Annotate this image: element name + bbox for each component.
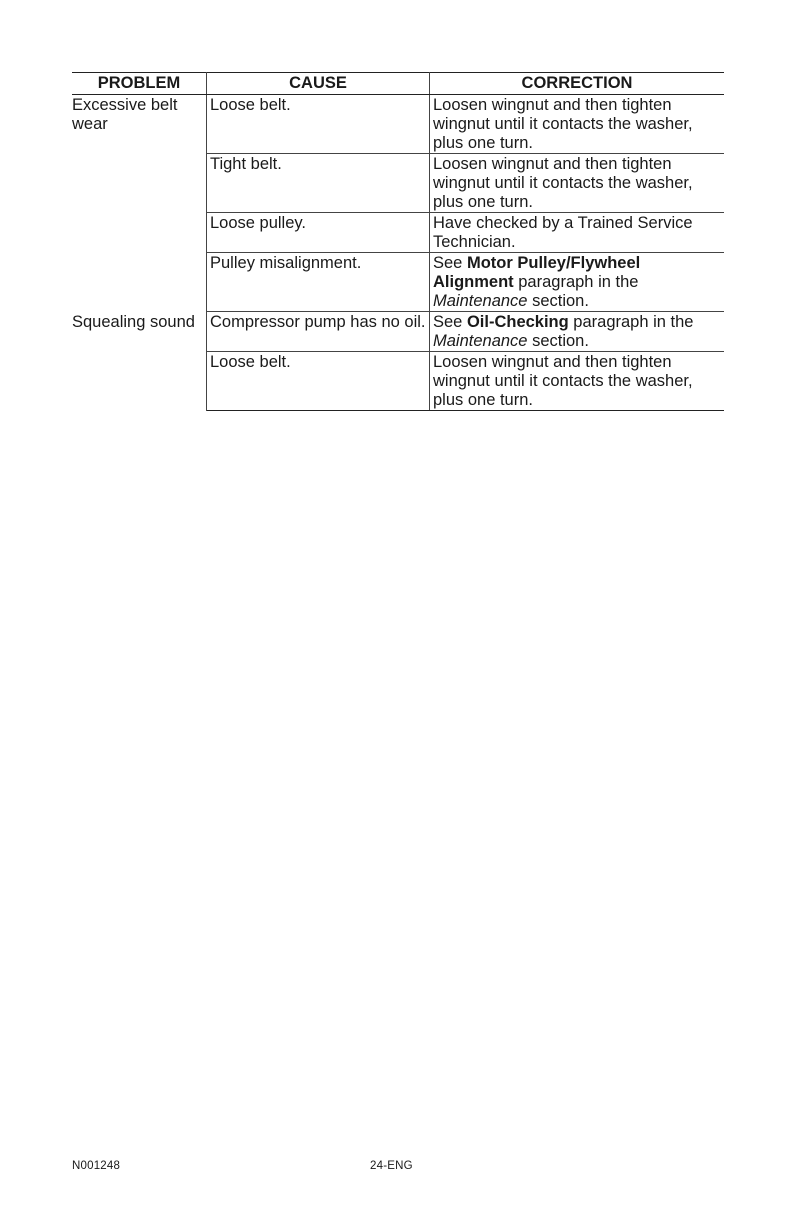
correction-text: section. bbox=[527, 292, 589, 310]
correction-cell: Have checked by a Trained Service Technician. bbox=[430, 213, 725, 253]
cause-cell: Loose belt. bbox=[207, 352, 430, 411]
correction-line: plus one turn. bbox=[433, 193, 533, 211]
table-header-row bbox=[72, 73, 724, 95]
problem-cell: Squealing sound bbox=[72, 312, 207, 411]
correction-cell bbox=[430, 352, 725, 411]
cause-cell: Compressor pump has no oil. bbox=[207, 312, 430, 352]
correction-line: wingnut until it contacts the washer, bbox=[433, 174, 693, 192]
correction-text: See bbox=[433, 254, 467, 272]
paragraph-reference: Motor Pulley/Flywheel Alignment bbox=[433, 254, 641, 291]
correction-line: Loosen wingnut and then tighten bbox=[433, 353, 672, 371]
correction-text: section. bbox=[527, 332, 589, 350]
section-reference: Maintenance bbox=[433, 332, 528, 350]
troubleshooting-table bbox=[72, 72, 724, 411]
correction-line: Loosen wingnut and then tighten bbox=[433, 96, 672, 114]
cause-cell: Tight belt. bbox=[207, 154, 430, 213]
correction-cell bbox=[430, 312, 725, 352]
table-row bbox=[72, 312, 724, 352]
correction-line: plus one turn. bbox=[433, 134, 533, 152]
correction-line: plus one turn. bbox=[433, 391, 533, 409]
cause-cell: Loose pulley. bbox=[207, 213, 430, 253]
header-correction: CORRECTION bbox=[430, 73, 725, 95]
correction-line: wingnut until it contacts the washer, bbox=[433, 372, 693, 390]
document-code: N001248 bbox=[72, 1160, 121, 1172]
correction-cell bbox=[430, 253, 725, 312]
page-number: 24-ENG bbox=[370, 1160, 413, 1172]
correction-cell bbox=[430, 154, 725, 213]
correction-text: paragraph in the bbox=[513, 273, 639, 291]
problem-cell: Excessive belt wear bbox=[72, 95, 207, 312]
paragraph-reference: Oil-Checking bbox=[466, 313, 569, 331]
correction-cell bbox=[430, 95, 725, 154]
header-cause: CAUSE bbox=[207, 73, 430, 95]
cause-cell: Pulley misalignment. bbox=[207, 253, 430, 312]
correction-text: See bbox=[433, 313, 467, 331]
correction-line: Loosen wingnut and then tighten bbox=[433, 155, 672, 173]
section-reference: Maintenance bbox=[433, 292, 528, 310]
header-problem: PROBLEM bbox=[72, 73, 207, 95]
table-row bbox=[72, 95, 724, 154]
cause-cell: Loose belt. bbox=[207, 95, 430, 154]
correction-line: wingnut until it contacts the washer, bbox=[433, 115, 693, 133]
correction-text: paragraph in the bbox=[568, 313, 694, 331]
